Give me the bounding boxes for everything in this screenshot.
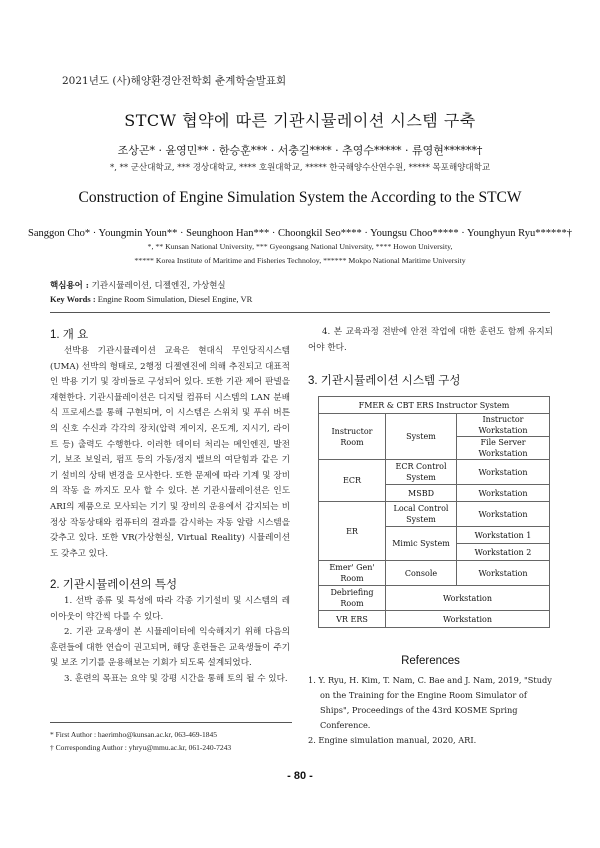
cell-file-server-workstation: File Server Workstation bbox=[457, 437, 550, 460]
footnote-first-author: * First Author : haerimho@kunsan.ac.kr, 063-469-1845 bbox=[50, 730, 217, 739]
cell-workstation-console: Workstation bbox=[457, 561, 550, 586]
cell-workstation-local: Workstation bbox=[457, 502, 550, 527]
cell-mimic-system: Mimic System bbox=[386, 527, 457, 561]
section-2-item-3: 3. 훈련의 목표는 요약 및 강평 시간을 통해 토의 될 수 있다. bbox=[64, 673, 288, 684]
keywords-korean-value: 기관시뮬레이션, 디젤엔진, 가상현실 bbox=[91, 281, 226, 291]
section-2-item-1: 1. 선박 종류 및 특성에 따라 각종 기기설비 및 시스템의 레이아웃이 약간씩 다를 수 있다. bbox=[50, 596, 290, 622]
footnote-divider bbox=[50, 722, 292, 723]
page-number: - 80 - bbox=[287, 770, 313, 782]
cell-system: System bbox=[386, 414, 457, 460]
english-title: Construction of Engine Simulation System the According to the STCW bbox=[78, 189, 522, 206]
cell-instructor-room: Instructor Room bbox=[319, 414, 386, 460]
keywords-english-value: Engine Room Simulation, Diesel Engine, VR bbox=[97, 294, 253, 304]
keywords-korean bbox=[50, 279, 226, 291]
cell-workstation-vr: Workstation bbox=[386, 611, 550, 628]
section-1-title: 1. 개 요 bbox=[50, 329, 89, 341]
table-caption: FMER & CBT ERS Instructor System bbox=[319, 397, 550, 414]
cell-emer-gen-room: Emer' Gen' Room bbox=[319, 561, 386, 586]
cell-msbd: MSBD bbox=[386, 485, 457, 502]
section-2-title: 2. 기관시뮬레이션의 특성 bbox=[50, 579, 178, 591]
korean-affiliations: *, ** 군산대학교, *** 경상대학교, **** 호원대학교, ***** 한국해양수산연수원, ***** 목포해양대학교 bbox=[109, 163, 491, 173]
cell-er: ER bbox=[319, 502, 386, 561]
conference-header: 2021년도 (사)해양환경안전학회 춘계학술발표회 bbox=[62, 75, 287, 87]
section-2-item-2: 2. 기관 교육생이 본 시뮬레이터에 익숙해지기 위해 다음의 훈련들에 대한 연습이 권고되며, 해당 훈련들은 교육생들이 주기 및 보조 기기를 운용해보는 기회가 되도록 설계되었다. bbox=[50, 627, 290, 669]
cell-workstation-ecr: Workstation bbox=[457, 460, 550, 485]
cell-local-control-system: Local Control System bbox=[386, 502, 457, 527]
section-1-body: 선박용 기관시뮬레이션 교육은 현대식 무인당직시스템(UMA) 선박의 형태로, 2행정 디젤엔진에 의해 추진되고 대표적인 박용 기기 및 장비들로 구성되어 있다. 또한 기관 제어 판넬을 재현한다. 기관시뮬레이션은 디지털 컴퓨터 시스템의 LAN 분배식 프로세스를 통해 구현되며, 이 시스템은 스위치 및 푸쉬 버튼의 신호 수신과 각각의 장치(압력 게이지, 온도계, 지시기, 라이트 등) 출력도 수행한다. 이러한 데이터 처리는 메인엔진, 발전기, 보조 보일러, 펌프 등의 가동/정지 밸브의 여닫힘과 같은 기기 설비의 상태 변경을 모사한다. 또한 문제에 따라 기계 및 장비의 작동 을 까지도 모사 할 수 있다. 본 기관시뮬레이션은 인도 ARI의 제품으로 모사되는 기기 및 장비의 운용에서 감지되는 비정상 작동상태와 컴퓨터의 결과를 감시하는 자동 알람 시스템을 갖추고 있다. 또한 VR(가상현실, Virtual Reality) 시뮬레이션도 갖추고 있다. bbox=[50, 346, 290, 559]
section-2-item-4: 4. 본 교육과정 전반에 안전 작업에 대한 훈련도 함께 유지되어야 한다. bbox=[308, 327, 553, 353]
cell-ecr: ECR bbox=[319, 460, 386, 502]
keywords-english bbox=[50, 294, 252, 304]
cell-ecr-control-system: ECR Control System bbox=[386, 460, 457, 485]
section-3-title: 3. 기관시뮬레이션 시스템 구성 bbox=[308, 375, 461, 387]
cell-workstation-1: Workstation 1 bbox=[457, 527, 550, 544]
english-affiliation-2: ***** Korea Institute of Maritime and Fisheries Technoloy, ****** Mokpo National Maritime University bbox=[134, 256, 466, 265]
cell-workstation-debriefing: Workstation bbox=[386, 586, 550, 611]
korean-title: STCW 협약에 따른 기관시뮬레이션 시스템 구축 bbox=[124, 111, 476, 130]
cell-workstation-msbd: Workstation bbox=[457, 485, 550, 502]
english-authors: Sanggon Cho* · Youngmin Youn** · Seunghoon Han*** · Choongkil Seo**** · Youngsu Choo***** · Younghyun Ryu******† bbox=[28, 228, 572, 239]
cell-instructor-workstation: Instructor Workstation bbox=[457, 414, 550, 437]
section-2-body bbox=[50, 594, 290, 688]
system-configuration-table bbox=[318, 396, 550, 628]
cell-console: Console bbox=[386, 561, 457, 586]
keywords-korean-label: 핵심용어 : bbox=[50, 281, 89, 291]
footnote-corresponding-author: † Corresponding Author : yhryu@mmu.ac.kr, 061-240-7243 bbox=[50, 743, 232, 752]
header-divider bbox=[50, 312, 550, 313]
reference-2: 2. Engine simulation manual, 2020, ARI. bbox=[308, 735, 477, 745]
reference-1: 1. Y. Ryu, H. Kim, T. Nam, C. Bae and J. Nam, 2019, "Study on the Training for the Engine Room Simulator of Ships", Proceedings of the 43rd KOSME Spring Conference. bbox=[308, 675, 552, 730]
keywords-english-label: Key Words : bbox=[50, 294, 96, 304]
cell-workstation-2: Workstation 2 bbox=[457, 544, 550, 561]
cell-debriefing-room: Debriefing Room bbox=[319, 586, 386, 611]
references-list bbox=[308, 673, 553, 748]
english-affiliation-1: *, ** Kunsan National University, *** Gyeongsang National University, **** Howon University, bbox=[147, 242, 453, 251]
cell-vr-ers: VR ERS bbox=[319, 611, 386, 628]
references-title: References bbox=[401, 655, 460, 667]
korean-authors: 조상곤* · 윤영민** · 한승훈*** · 서충길**** · 추영수***** · 류영현******† bbox=[117, 144, 483, 157]
